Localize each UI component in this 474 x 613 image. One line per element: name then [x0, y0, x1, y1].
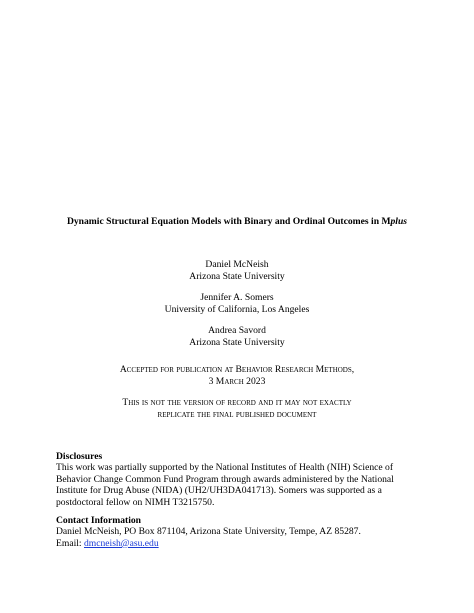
paper-title-main: Dynamic Structural Equation Models with Binary and Ordinal Outcomes in M: [66, 216, 391, 227]
contact-address: Daniel McNeish, PO Box 871104, Arizona State University, Tempe, AZ 85287.: [56, 526, 361, 538]
contact-section: [56, 515, 426, 549]
version-notice-line-1: This is not the version of record and it may not exactly: [122, 397, 352, 408]
disclosures-section: [56, 451, 426, 508]
author-block-2: [0, 292, 474, 316]
email-label: Email:: [56, 537, 84, 549]
contact-heading: Contact Information: [56, 515, 142, 526]
paper-title-italic: plus: [390, 216, 408, 227]
acceptance-line-1: Accepted for publication at Behavior Research Methods,: [119, 364, 355, 375]
author-block-3: [0, 325, 474, 349]
version-notice-line-2: replicate the final published document: [157, 409, 317, 420]
acceptance-date: 3 March 2023: [208, 376, 266, 387]
disclosures-line-2: Behavior Change Common Fund Program through awards administered by the National: [56, 473, 394, 485]
author-block-1: [0, 259, 474, 283]
disclosures-line-3: Institute for Drug Abuse (NIDA) (UH2/UH3DA041713). Somers was supported as a: [56, 485, 382, 497]
disclosures-line-1: This work was partially supported by the National Institutes of Health (NIH) Science of: [56, 462, 394, 474]
email-link[interactable]: dmcneish@asu.edu: [83, 537, 159, 549]
author-affiliation: Arizona State University: [189, 271, 285, 282]
contact-email-line: [56, 538, 426, 549]
paper-title: [0, 216, 474, 228]
version-notice: [0, 397, 474, 421]
disclosures-heading: Disclosures: [56, 451, 103, 462]
author-affiliation: University of California, Los Angeles: [164, 304, 310, 315]
author-name: Andrea Savord: [208, 325, 266, 336]
acceptance-note: [0, 364, 474, 388]
author-name: Daniel McNeish: [205, 259, 269, 270]
author-name: Jennifer A. Somers: [200, 292, 274, 303]
disclosures-line-4: postdoctoral fellow on NIMH T3215750.: [56, 496, 215, 508]
author-affiliation: Arizona State University: [189, 337, 285, 348]
